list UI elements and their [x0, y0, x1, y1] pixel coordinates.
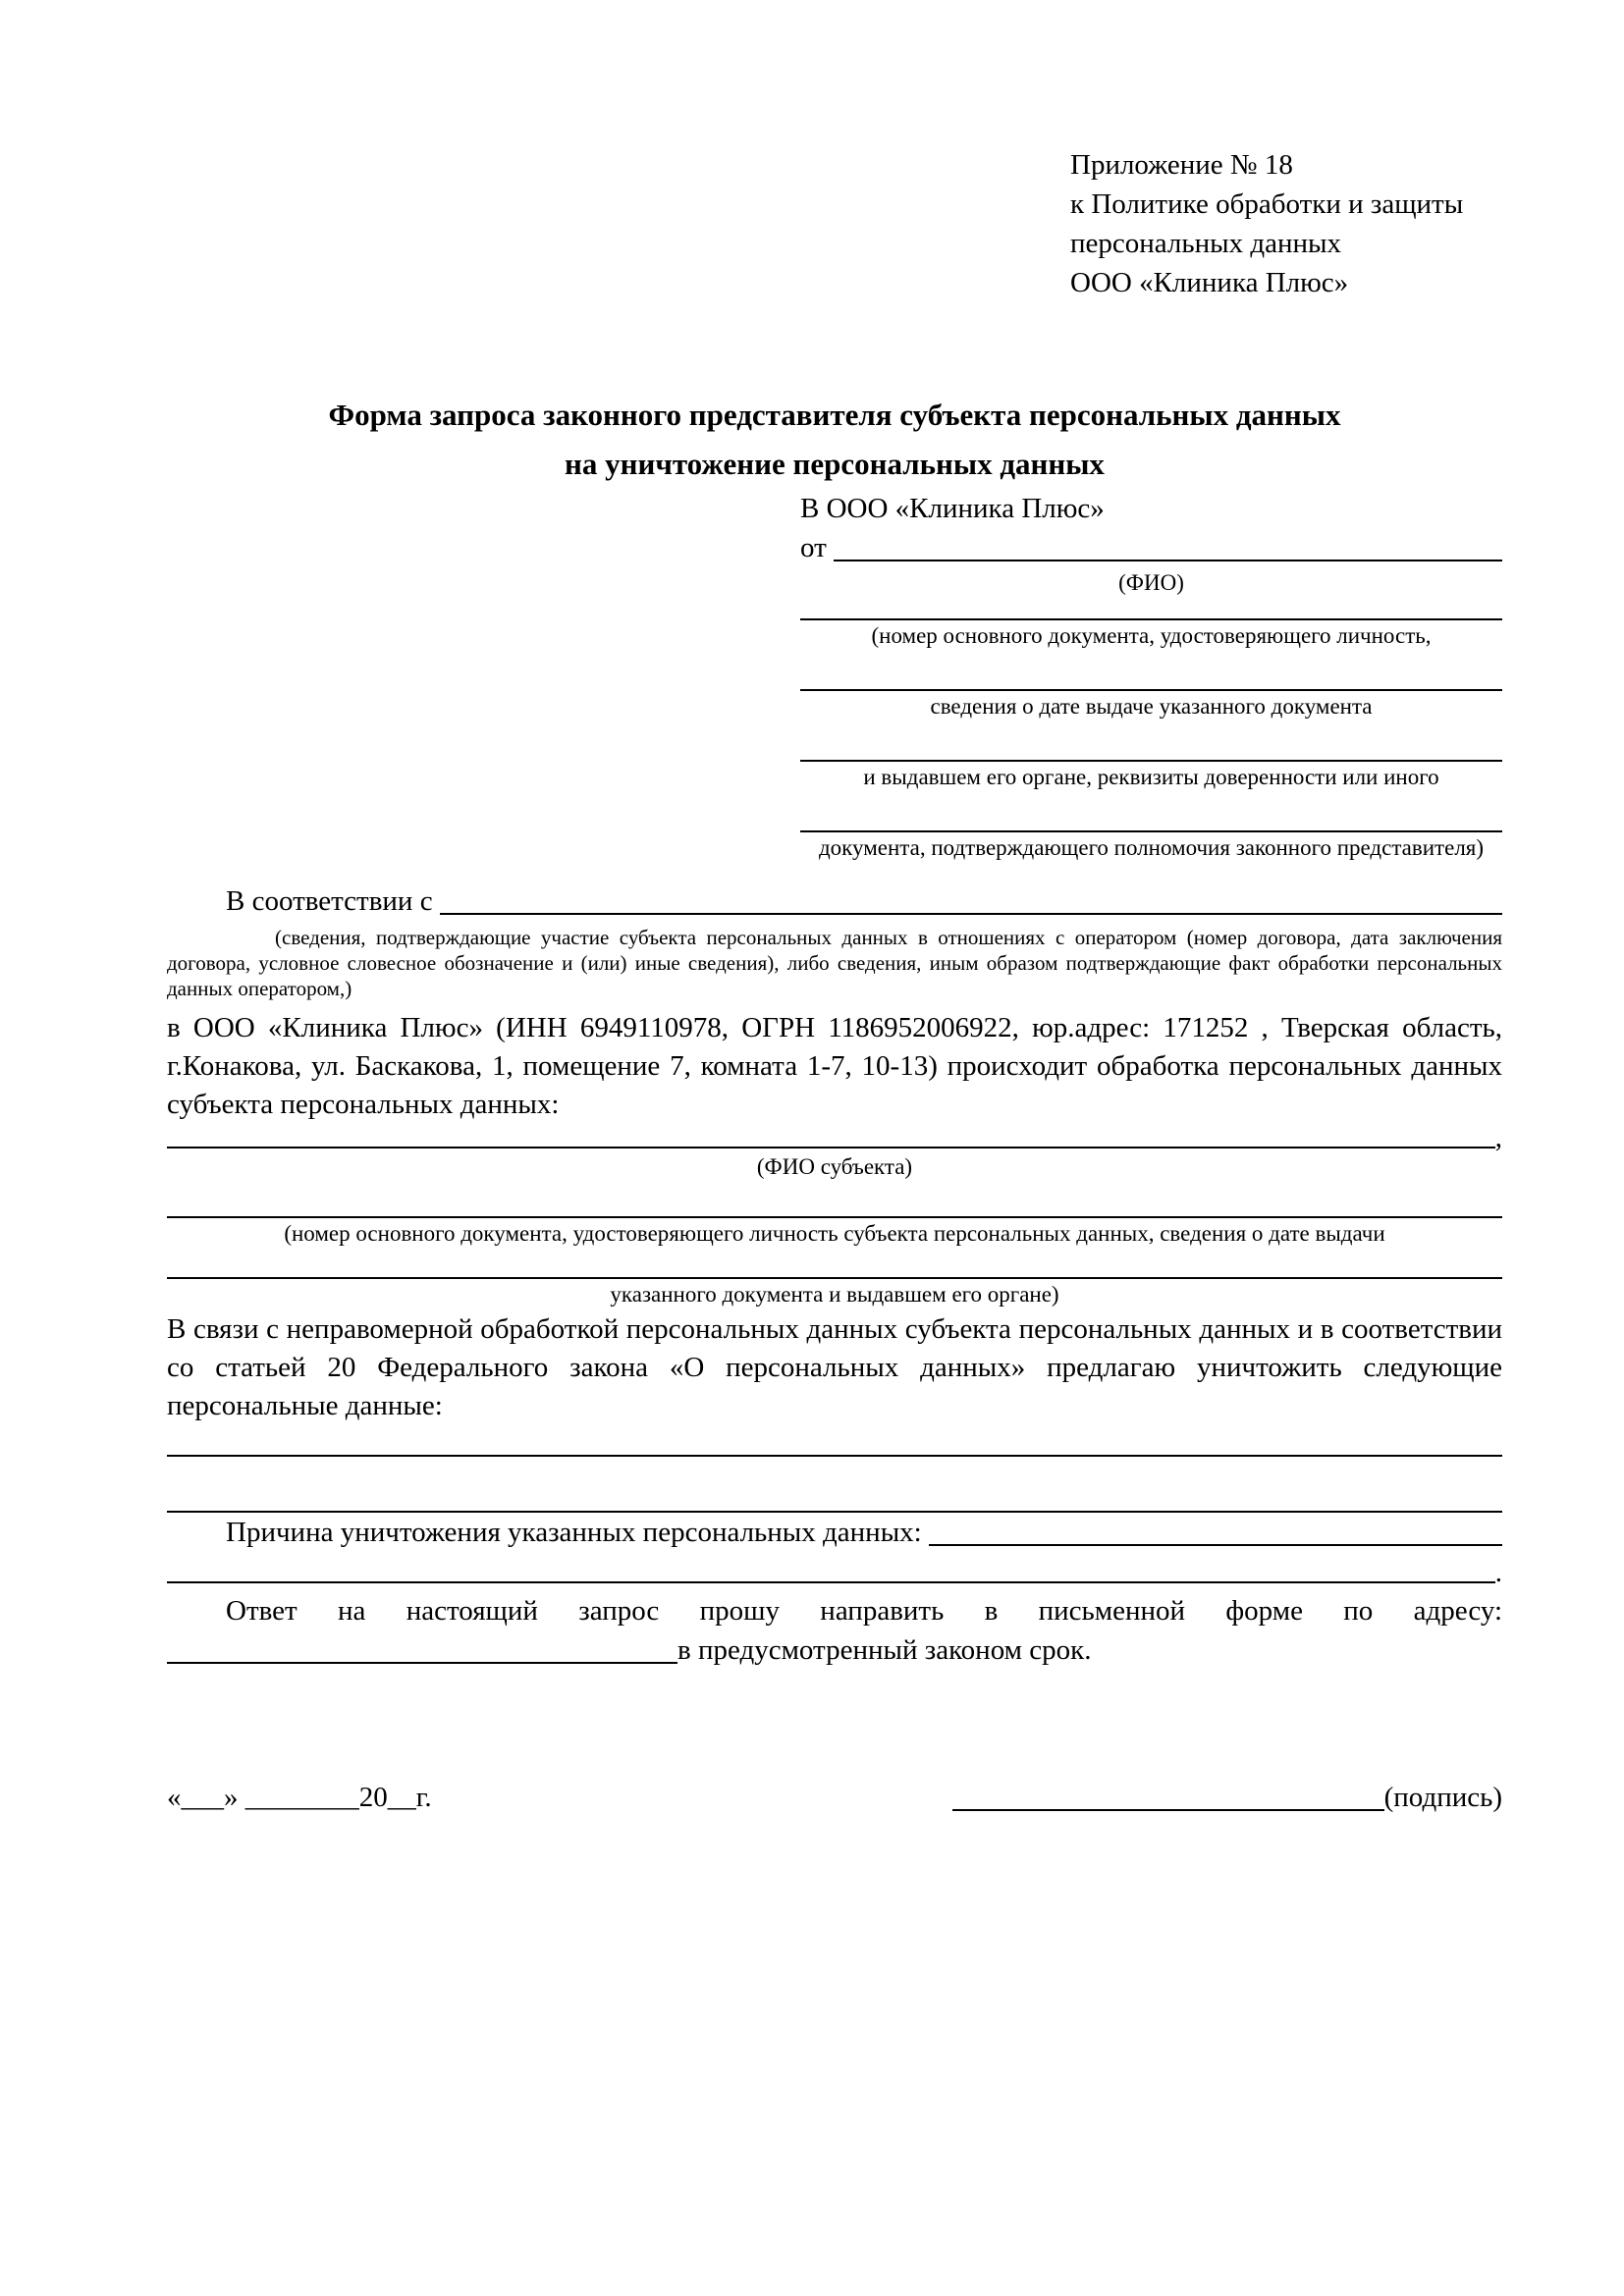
data-to-destroy-blank-line	[167, 1433, 1502, 1457]
representative-doc-blank-line	[800, 667, 1502, 691]
address-blank-line	[167, 1630, 677, 1664]
title-line-1: Форма запроса законного представителя субъекта персональных данных	[328, 398, 1341, 432]
appendix-line: к Политике обработки и защиты	[1070, 188, 1464, 220]
representative-doc-blank-line	[800, 597, 1502, 620]
from-row	[800, 528, 1502, 567]
accordance-label: В соответствии с	[226, 885, 440, 917]
representative-doc-blank-line	[800, 738, 1502, 762]
subject-doc-blank-line	[167, 1195, 1502, 1218]
accordance-blank-line	[440, 881, 1502, 915]
unlawful-processing-paragraph: В связи с неправомерной обработкой персональных данных субъекта персональных данных и в соответствии со статьей 20 Федерального закона «О персональных данных» предлагаю уничтожить следующие персональные данные:	[167, 1313, 1502, 1421]
subject-doc-caption-1: (номер основного документа, удостоверяющего личность субъекта персональных данных, сведения о дате выдачи	[284, 1221, 1385, 1246]
operator-paragraph: в ООО «Клиника Плюс» (ИНН 6949110978, ОГРН 1186952006922, юр.адрес: 171252 , Тверская область, г.Конакова, ул. Баскакова, 1, помещение 7, комната 1-7, 10-13) происходит обработка персональных данных субъекта персональных данных:	[167, 1012, 1502, 1120]
addressee-organization: В ООО «Клиника Плюс»	[800, 493, 1105, 524]
reason-blank-line	[929, 1513, 1502, 1546]
reason-continuation-blank-line	[167, 1562, 1495, 1583]
subject-fio-caption: (ФИО субъекта)	[756, 1154, 913, 1179]
data-to-destroy-blank-line	[167, 1489, 1502, 1513]
document-title	[167, 391, 1502, 489]
response-address-row	[167, 1630, 1502, 1670]
appendix-block	[1070, 145, 1502, 302]
subject-fio-row	[167, 1124, 1502, 1151]
representative-doc-caption: сведения о дате выдаче указанного документа	[930, 694, 1373, 719]
reason-label: Причина уничтожения указанных персональных данных:	[226, 1517, 929, 1548]
response-request-line: Ответ на настоящий запрос прошу направить в письменной форме по адресу:	[226, 1595, 1502, 1627]
subject-doc-blank-line	[167, 1255, 1502, 1279]
signature-blank-line	[952, 1778, 1384, 1811]
appendix-line: ООО «Клиника Плюс»	[1070, 267, 1349, 298]
representative-doc-caption: и выдавшем его органе, реквизиты доверенности или иного	[863, 765, 1439, 789]
footer-row	[167, 1778, 1502, 1817]
date-line: «___» ________20__г.	[167, 1782, 432, 1813]
appendix-line: персональных данных	[1070, 228, 1342, 259]
addressee-block	[800, 489, 1502, 862]
subject-comma: ,	[1494, 1122, 1502, 1153]
representative-doc-caption: документа, подтверждающего полномочия законного представителя)	[818, 835, 1485, 860]
accordance-caption: (сведения, подтверждающие участие субъекта персональных данных в отношениях с оператором (номер договора, дата заключения договора, условное словесное обозначение и (или) иные сведения), либо сведения, иным образом подтверждающие факт обработки персональных данных оператором,)	[167, 926, 1502, 1000]
representative-doc-caption: (номер основного документа, удостоверяющего личность,	[871, 623, 1432, 648]
subject-doc-caption-2: указанного документа и выдавшем его органе)	[610, 1282, 1059, 1307]
subject-fio-blank-line	[167, 1124, 1495, 1148]
title-line-2: на уничтожение персональных данных	[565, 447, 1105, 481]
response-tail: в предусмотренный законом срок.	[677, 1634, 1092, 1666]
period-mark: .	[1494, 1557, 1502, 1588]
appendix-line: Приложение № 18	[1070, 149, 1293, 181]
signature-group	[952, 1778, 1502, 1817]
representative-doc-blank-line	[800, 809, 1502, 832]
reason-row	[167, 1513, 1502, 1552]
accordance-row	[167, 881, 1502, 921]
fio-caption: (ФИО)	[1118, 570, 1184, 595]
from-label: от	[800, 532, 835, 563]
from-blank-line	[834, 528, 1502, 561]
signature-caption: (подпись)	[1383, 1782, 1502, 1813]
reason-continuation-row	[167, 1557, 1502, 1588]
